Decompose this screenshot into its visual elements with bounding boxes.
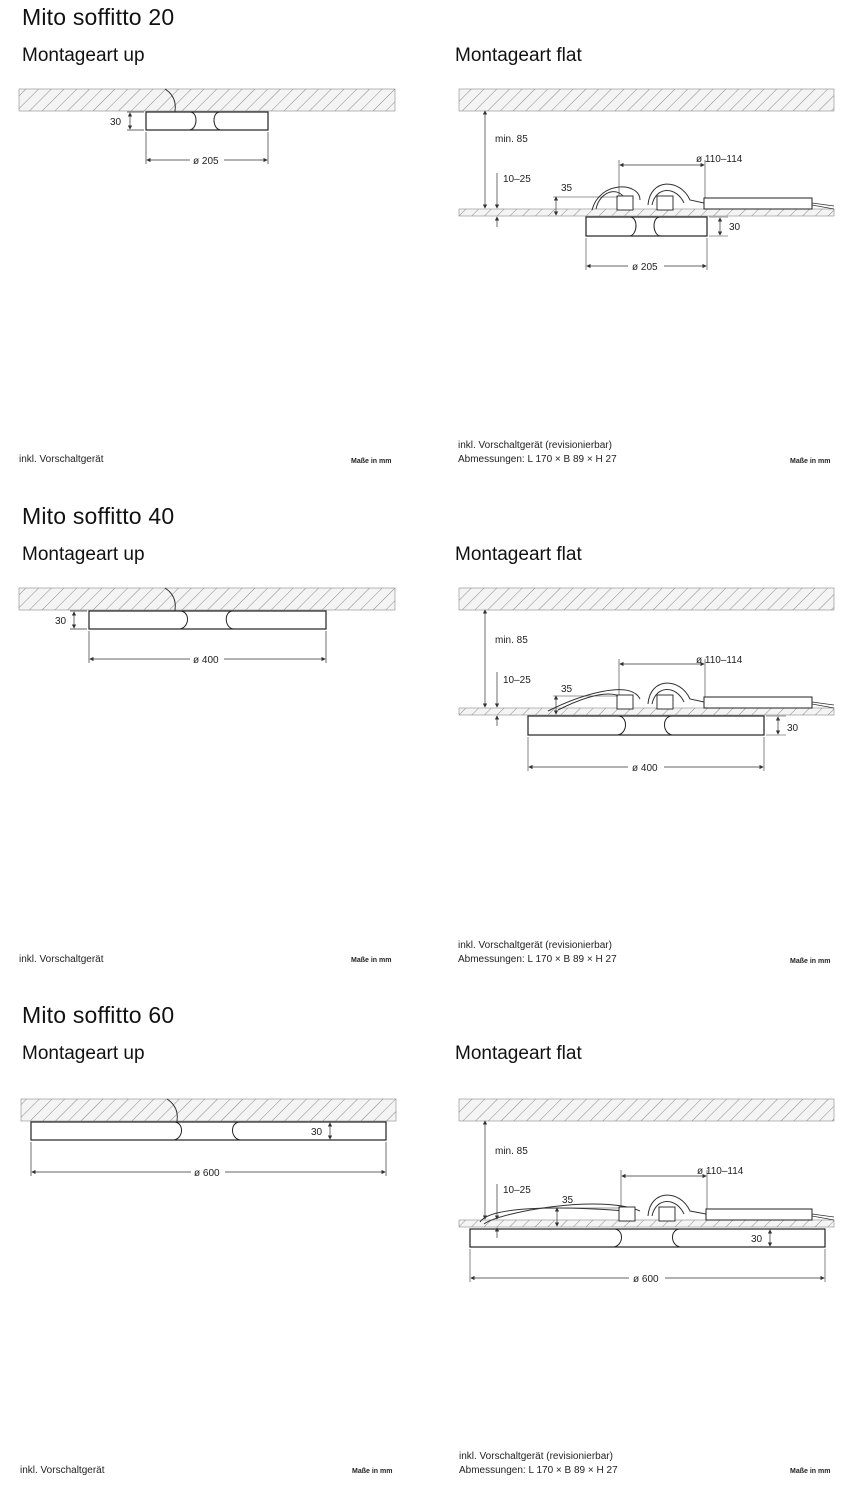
subtitle-up: Montageart up xyxy=(22,1043,145,1064)
ceiling-hatch xyxy=(459,588,834,610)
range-label: 10–25 xyxy=(503,174,531,185)
drawing-soffitto-60 xyxy=(0,998,852,1488)
subtitle-up: Montageart up xyxy=(22,544,145,565)
luminaire-body xyxy=(31,1122,386,1140)
driver-note: inkl. Vorschaltgerät xyxy=(19,954,104,965)
driver-note: inkl. Vorschaltgerät xyxy=(19,454,104,465)
false-ceiling-hatch xyxy=(459,708,834,715)
flat-mount-drawing xyxy=(459,1099,834,1285)
false-ceiling-hatch xyxy=(459,209,834,216)
driver-note: inkl. Vorschaltgerät (revisionierbar) Abmessungen: L 170 × B 89 × H 27 xyxy=(459,1451,618,1476)
depth-label: 35 xyxy=(561,183,573,194)
subtitle-up: Montageart up xyxy=(22,45,145,66)
units-label: Maße in mm xyxy=(351,458,392,465)
range-label: 10–25 xyxy=(503,675,531,686)
range-label: 10–25 xyxy=(503,1185,531,1196)
min-height-label: min. 85 xyxy=(495,1146,528,1157)
ceiling-hatch xyxy=(459,1099,834,1121)
luminaire-body xyxy=(528,716,764,735)
subtitle-flat: Montageart flat xyxy=(455,1043,582,1064)
height-label: 30 xyxy=(55,616,67,627)
luminaire-body xyxy=(89,611,326,629)
luminaire-body xyxy=(586,217,707,236)
driver-note: inkl. Vorschaltgerät (revisionierbar) Abmessungen: L 170 × B 89 × H 27 xyxy=(458,440,617,465)
hole-diameter-label: ø 110–114 xyxy=(697,1166,744,1177)
units-label: Maße in mm xyxy=(790,1468,831,1475)
driver-note: inkl. Vorschaltgerät (revisionierbar) Abmessungen: L 170 × B 89 × H 27 xyxy=(458,940,617,965)
section-soffitto-20 xyxy=(0,0,852,498)
diameter-label: ø 600 xyxy=(194,1168,220,1179)
section-soffitto-40 xyxy=(0,499,852,997)
false-ceiling-hatch xyxy=(459,1220,834,1227)
drawing-soffitto-40 xyxy=(0,499,852,997)
section-soffitto-60 xyxy=(0,998,852,1496)
height-label: 30 xyxy=(311,1127,323,1138)
units-label: Maße in mm xyxy=(352,1468,393,1475)
drawing-soffitto-20 xyxy=(0,0,852,498)
units-label: Maße in mm xyxy=(351,957,392,964)
flat-mount-drawing xyxy=(459,588,834,774)
subtitle-flat: Montageart flat xyxy=(455,45,582,66)
up-mount-drawing xyxy=(19,588,395,666)
driver-box xyxy=(704,697,812,708)
luminaire-body xyxy=(470,1229,825,1247)
depth-label: 35 xyxy=(561,684,573,695)
height-label: 30 xyxy=(751,1234,763,1245)
driver-note: inkl. Vorschaltgerät xyxy=(20,1465,105,1476)
section-title: Mito soffitto 60 xyxy=(22,1002,175,1028)
driver-box xyxy=(704,198,812,209)
driver-box xyxy=(706,1209,812,1220)
up-mount-drawing xyxy=(21,1099,396,1179)
height-label: 30 xyxy=(729,222,741,233)
ceiling-hatch xyxy=(19,89,395,111)
hole-diameter-label: ø 110–114 xyxy=(696,154,743,165)
ceiling-hatch xyxy=(21,1099,396,1121)
ceiling-hatch xyxy=(459,89,834,111)
ceiling-hatch xyxy=(19,588,395,610)
min-height-label: min. 85 xyxy=(495,134,528,145)
up-mount-drawing xyxy=(19,89,395,167)
flat-mount-drawing xyxy=(459,89,834,273)
height-label: 30 xyxy=(110,117,122,128)
units-label: Maße in mm xyxy=(790,958,831,965)
diameter-label: ø 205 xyxy=(193,156,219,167)
diameter-label: ø 400 xyxy=(193,655,219,666)
diameter-label: ø 400 xyxy=(632,763,658,774)
section-title: Mito soffitto 40 xyxy=(22,503,175,529)
diameter-label: ø 600 xyxy=(633,1274,659,1285)
height-label: 30 xyxy=(787,723,799,734)
hole-diameter-label: ø 110–114 xyxy=(696,655,743,666)
luminaire-body xyxy=(146,112,268,130)
diameter-label: ø 205 xyxy=(632,262,658,273)
section-title: Mito soffitto 20 xyxy=(22,4,175,30)
depth-label: 35 xyxy=(562,1195,574,1206)
subtitle-flat: Montageart flat xyxy=(455,544,582,565)
min-height-label: min. 85 xyxy=(495,635,528,646)
units-label: Maße in mm xyxy=(790,458,831,465)
